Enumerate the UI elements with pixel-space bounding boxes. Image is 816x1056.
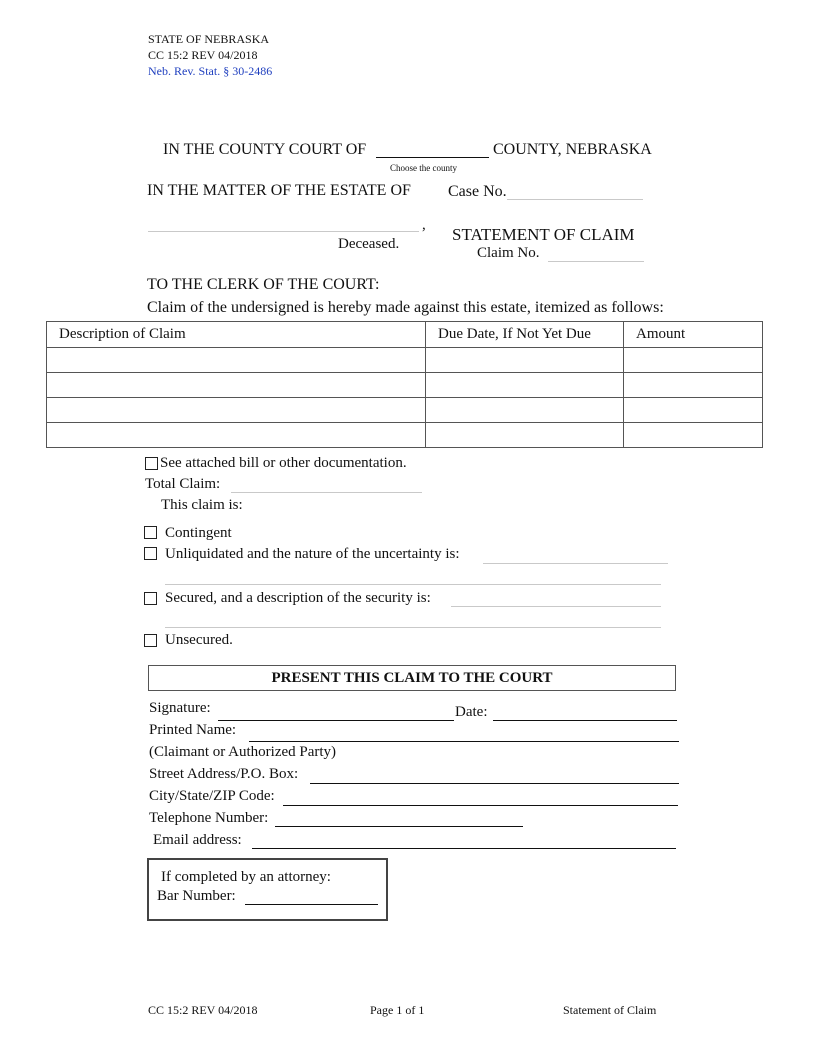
unsecured-label: Unsecured. — [165, 632, 233, 648]
to-clerk: TO THE CLERK OF THE COURT: — [147, 276, 380, 293]
claimant-note: (Claimant or Authorized Party) — [149, 744, 337, 760]
signature-field[interactable] — [218, 705, 454, 721]
description-cell[interactable] — [47, 423, 426, 448]
choose-county-hint: Choose the county — [390, 163, 457, 173]
col-due-date: Due Date, If Not Yet Due — [426, 322, 624, 348]
due-date-cell[interactable] — [426, 423, 624, 448]
bar-number-label: Bar Number: — [157, 888, 236, 904]
table-row — [47, 373, 763, 398]
amount-cell[interactable] — [624, 398, 763, 423]
deceased-label: Deceased. — [338, 236, 400, 252]
email-label: Email address: — [153, 832, 242, 848]
date-field[interactable] — [493, 705, 677, 721]
contingent-label: Contingent — [165, 525, 232, 541]
statement-title: STATEMENT OF CLAIM — [452, 225, 635, 244]
email-field[interactable] — [252, 833, 676, 849]
table-header-row — [47, 322, 763, 348]
phone-label: Telephone Number: — [149, 810, 269, 826]
due-date-cell[interactable] — [426, 373, 624, 398]
total-claim-label: Total Claim: — [145, 476, 221, 492]
present-claim-banner: PRESENT THIS CLAIM TO THE COURT — [148, 665, 676, 691]
case-no-field[interactable] — [507, 184, 643, 200]
col-description: Description of Claim — [47, 322, 426, 348]
claims-table — [46, 321, 763, 448]
printed-name-field[interactable] — [249, 726, 679, 742]
secured-label: Secured, and a description of the security is: — [165, 590, 431, 606]
uncertainty-field-line2[interactable] — [165, 569, 661, 585]
city-field[interactable] — [283, 790, 678, 806]
total-claim-field[interactable] — [231, 477, 422, 493]
footer-form: CC 15:2 REV 04/2018 — [148, 1003, 258, 1017]
header-statute[interactable]: Neb. Rev. Stat. § 30-2486 — [148, 64, 273, 78]
description-cell[interactable] — [47, 398, 426, 423]
amount-cell[interactable] — [624, 348, 763, 373]
unliquidated-label: Unliquidated and the nature of the uncertainty is: — [165, 546, 460, 562]
col-amount: Amount — [624, 322, 763, 348]
security-field-line2[interactable] — [165, 612, 661, 628]
matter-label: IN THE MATTER OF THE ESTATE OF — [147, 182, 411, 199]
contingent-checkbox[interactable] — [144, 526, 157, 539]
due-date-cell[interactable] — [426, 348, 624, 373]
city-label: City/State/ZIP Code: — [149, 788, 275, 804]
attached-label: See attached bill or other documentation. — [160, 455, 407, 471]
bar-number-field[interactable] — [245, 889, 378, 905]
signature-label: Signature: — [149, 700, 211, 716]
unsecured-checkbox[interactable] — [144, 634, 157, 647]
amount-cell[interactable] — [624, 423, 763, 448]
header-state: STATE OF NEBRASKA — [148, 32, 270, 46]
secured-checkbox[interactable] — [144, 592, 157, 605]
table-row — [47, 423, 763, 448]
footer-title: Statement of Claim — [563, 1003, 657, 1017]
table-row — [47, 348, 763, 373]
description-cell[interactable] — [47, 373, 426, 398]
this-claim-is: This claim is: — [161, 497, 243, 513]
comma: , — [422, 217, 426, 233]
phone-field[interactable] — [275, 811, 523, 827]
claim-no-label: Claim No. — [477, 245, 540, 261]
attached-checkbox[interactable] — [145, 457, 158, 470]
case-no-label: Case No. — [448, 183, 507, 200]
county-select[interactable] — [376, 142, 489, 158]
attorney-line1: If completed by an attorney: — [161, 869, 331, 885]
decedent-name-field[interactable] — [148, 216, 419, 232]
description-cell[interactable] — [47, 348, 426, 373]
table-row — [47, 398, 763, 423]
printed-name-label: Printed Name: — [149, 722, 237, 738]
amount-cell[interactable] — [624, 373, 763, 398]
due-date-cell[interactable] — [426, 398, 624, 423]
court-suffix: COUNTY, NEBRASKA — [493, 141, 652, 158]
uncertainty-field[interactable] — [483, 548, 668, 564]
footer-page: Page 1 of 1 — [370, 1003, 425, 1017]
unliquidated-checkbox[interactable] — [144, 547, 157, 560]
claim-intro-text: Claim of the undersigned is hereby made against this estate, itemized as follows: — [147, 299, 664, 316]
date-label: Date: — [455, 704, 488, 720]
claim-no-field[interactable] — [548, 246, 644, 262]
street-field[interactable] — [310, 768, 679, 784]
security-field[interactable] — [451, 591, 661, 607]
attorney-box — [147, 858, 388, 921]
street-label: Street Address/P.O. Box: — [149, 766, 299, 782]
court-prefix: IN THE COUNTY COURT OF — [163, 141, 367, 158]
header-form-rev: CC 15:2 REV 04/2018 — [148, 48, 258, 62]
